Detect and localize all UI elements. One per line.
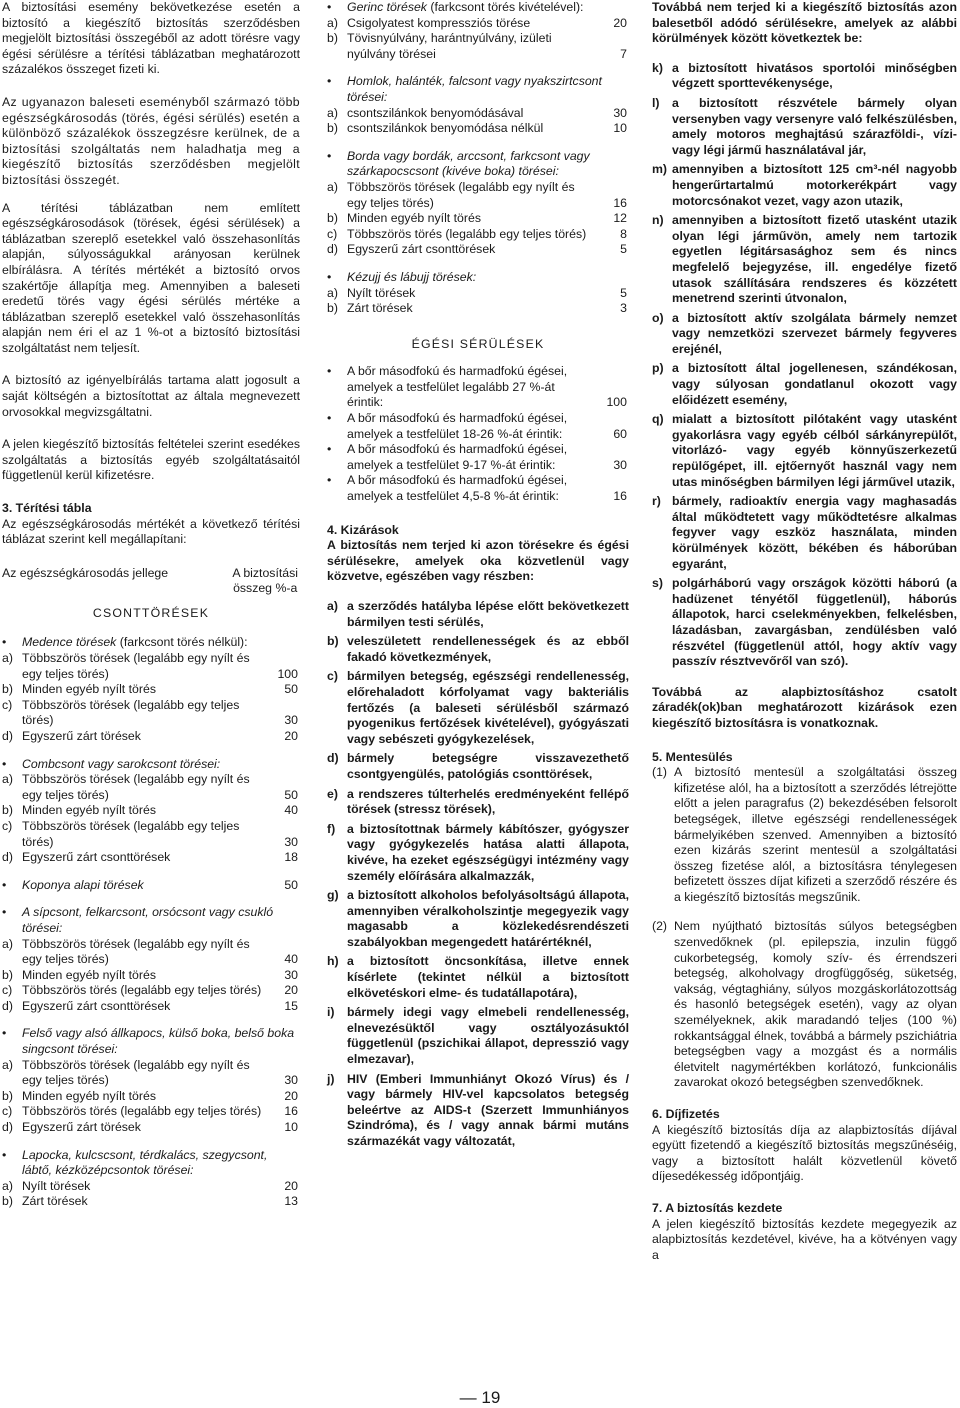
list-item: [327, 888, 629, 950]
group-spine: • Gerinc törések (farkcsont törés kivételével):: [327, 0, 629, 16]
row-text: Többszörös törések (legalább egy nyílt és egy teljes törés): [22, 1057, 250, 1088]
list-item: [652, 162, 957, 209]
row-value: 16: [284, 1104, 298, 1119]
list-item-label: n): [652, 213, 664, 228]
section-5-items: [652, 765, 957, 1091]
table-row: [2, 937, 300, 968]
table-row: [327, 31, 629, 62]
list-item-text: bármely idegi vagy elmebeli rendellenesség, elnevezésüktől vagy osztályozásuktól függetlenül (pszichikai állapot, depresszió vagy elmezavar),: [347, 1005, 629, 1067]
burn-value: 30: [613, 457, 627, 472]
section-7-title: 7. A biztosítás kezdete: [652, 1200, 783, 1215]
list-item-text: a biztosított aktív szolgálata bármely nemzet vagy nemzetközi szervezet bármely fegyveres erejénél,: [672, 310, 957, 356]
group-femur-rows: [2, 772, 300, 866]
row-letter: b): [327, 31, 338, 46]
list-item-label: s): [652, 576, 663, 591]
list-item-label: (1): [652, 765, 668, 780]
row-text: Többszörös törés (legalább egy teljes törés): [347, 226, 587, 241]
row-text: csontszilánkok benyomódásával: [347, 105, 524, 120]
row-value: 30: [284, 713, 298, 728]
row-letter: b): [2, 803, 13, 818]
list-item-label: g): [327, 888, 339, 903]
group-ribs-rows: [327, 180, 629, 258]
exclusions-list-a-j: [327, 599, 629, 1150]
row-text: Nyílt törések: [22, 1178, 91, 1193]
group-spine-rows: [327, 16, 629, 63]
table-row: [2, 1120, 300, 1136]
row-text: Zárt törések: [22, 1194, 88, 1209]
further-exclusions-intro: Továbbá nem terjed ki a kiegészítő biztosítás azon balesetből adódó sérülésekre, amelyek az alábbi körülmények között következtek be:: [652, 0, 957, 46]
unlisted-injuries-paragraph: A térítési táblázatban nem említett egészségkárosodások (törések, égési sérülések) a táblázatban szereplő esetekkel való összehasonlítás alapján, súlyosságukkal arányosan kerülnek elbírálásra. A térítés mértékét a biztosító orvos szakértője állapítja meg. Amennyiben a baleseti eredetű törés vagy égési sérülés mértéke a táblázatban szereplő esetekkel való összehasonlítás alapján nem éri el az 1 %-ot a biztosító biztosítási szolgáltatást nem teljesít.: [2, 200, 300, 355]
list-item-text: a biztosított öncsonkítása, illetve ennek kísérlete (tekintet nélkül a biztosított elkövetéskori elme- és tudatállapotára),: [347, 954, 629, 1000]
row-text: Egyszerű zárt törések: [22, 728, 141, 743]
row-text: Egyszerű zárt csonttörések: [22, 850, 171, 865]
row-value: 10: [284, 1120, 298, 1135]
table-row: [327, 121, 629, 137]
row-value: 20: [613, 15, 627, 30]
row-letter: a): [2, 651, 13, 665]
row-value: 10: [613, 121, 627, 136]
row-letter: b): [2, 1194, 13, 1209]
burn-row: [327, 411, 629, 442]
row-letter: a): [2, 1178, 13, 1193]
table-row: [327, 211, 629, 227]
row-value: 30: [284, 834, 298, 849]
list-item: [652, 311, 957, 358]
row-value: 50: [284, 787, 298, 802]
row-letter: c): [2, 1104, 13, 1119]
group-jaw-rows: [2, 1058, 300, 1136]
row-text: Többszörös törések (legalább egy nyílt és egy teljes törés): [347, 179, 575, 210]
table-row: [2, 999, 300, 1015]
section-7-text: A jelen kiegészítő biztosítás kezdete megegyezik az alapbiztosítás kezdetével, kivéve, ha a kötvényen vagy a: [652, 1216, 957, 1262]
row-value: 16: [613, 195, 627, 210]
list-item-label: a): [327, 599, 338, 613]
table-row: [327, 106, 629, 122]
section-4-title: 4. Kizárások: [327, 522, 399, 537]
list-item-text: HIV (Emberi Immunhiányt Okozó Vírus) és / vagy bármely HIV-vel kapcsolatos betegség beleértve az AIDS-t (Szerzett Immunhiányos Szindróma), és / vagy annak bármi mutáns származékát vagy változatát,: [347, 1071, 629, 1148]
list-item-text: bármely betegségre visszavezethető csontgyengülés, patológiás csonttörések,: [347, 751, 629, 781]
row-text: Egyszerű zárt törések: [22, 1120, 141, 1135]
list-item-text: amennyiben a biztosított fizető utasként utazik olyan légi járművön, amely nem tartozik egyetlen légitársasághoz sem és nincs megfelelő bejegyzése, ill. engedélye fizető utasok szállítására rendszeres és közzétett menetrend szerinti útvonalon,: [672, 213, 957, 306]
table-row: [2, 1089, 300, 1105]
burn-text: A bőr másodfokú és harmadfokú égései, amelyek a testfelület 9-17 %-át érintik:: [347, 442, 568, 472]
row-letter: c): [327, 226, 338, 241]
row-letter: a): [2, 772, 13, 787]
table-row: [2, 1104, 300, 1120]
burn-value: 60: [613, 426, 627, 441]
row-value: 12: [613, 211, 627, 226]
list-item-text: a biztosított hivatásos sportolói minőségben végzett sporttevékenysége,: [672, 60, 957, 91]
group-fingers: • Kézujj és lábujj törések:: [327, 270, 629, 286]
list-item-text: A biztosító mentesül a szolgáltatási összeg kifizetése alól, ha a biztosított a szerződés létrejötte előtt a jelen paragrafus (2) bekezdésében felsorolt betegségek, illetve egészségi rendellenességek bármelyikében szenved. Amennyiben a biztosító ezen kizárás szerint mentesül a szolgáltatási összeg fizetése alól, a biztosításra ténylegesen befizetett összes díjat kifizeti a szerződő részére és a kiegészítő biztosítás megszűnik.: [674, 765, 957, 904]
table-row: [2, 803, 300, 819]
row-letter: b): [2, 1088, 13, 1103]
row-value: 30: [284, 1073, 298, 1088]
row-letter: d): [2, 1120, 13, 1135]
group-skull-base: • Koponya alapi törések 50: [2, 878, 300, 894]
row-letter: d): [2, 998, 13, 1013]
list-item-text: bármilyen betegség, egészségi rendellenesség, előrehaladott kórfolyamat vagy bakteriális fertőzés (a baleseti sérülésből származó pyogenikus fertőzések kivételével), gyógyászati vagy sebészeti gyógykezelések,: [347, 669, 629, 746]
burns-heading: ÉGÉSI SÉRÜLÉSEK: [411, 336, 545, 351]
list-item-text: amennyiben a biztosított 125 cm³-nél nagyobb hengerűrtartalmú motorkerékpárt vagy motorcsónakot vezet, vagy azon utazik,: [672, 162, 957, 208]
list-item-text: bármely, radioaktív energia vagy maghasadás által működtetett vagy működtetésre alkalmas fegyver vagy eszköz használata, minden körülmények között, békében és háborúban egyaránt,: [672, 494, 957, 571]
list-item: [327, 822, 629, 884]
table-row: [2, 682, 300, 698]
list-item-text: a biztosított részvétele bármely olyan versenyben vagy versenyre való felkészülésben, amely motoros meghajtású szárazföldi-, vízi- vagy légi jármű használatával jár,: [672, 95, 957, 157]
table-row: [327, 301, 629, 317]
list-item-label: h): [327, 954, 339, 969]
column-left: [2, 0, 300, 1210]
table-row: [2, 1058, 300, 1089]
list-item: [652, 494, 957, 572]
section-4-text: A biztosítás nem terjed ki azon törésekre és égési sérülésekre, amelyek oka közvetlenül vagy közvetve, egészében vagy részben:: [327, 538, 629, 584]
list-item-text: a rendszeres túlterhelés eredményeként fellépő törések (stressz törések),: [347, 786, 629, 817]
list-item-label: i): [327, 1005, 335, 1020]
group-skull-base-value: 50: [284, 877, 298, 892]
list-item-label: m): [652, 162, 668, 177]
row-letter: b): [327, 301, 338, 316]
group-femur: • Combcsont vagy sarokcsont törései:: [2, 757, 300, 773]
row-text: Minden egyéb nyílt törés: [22, 682, 156, 697]
row-letter: a): [2, 1057, 13, 1072]
burn-text: A bőr másodfokú és harmadfokú égései, amelyek a testfelület 4,5-8 %-át érintik:: [347, 473, 568, 504]
list-item-label: r): [652, 494, 661, 509]
group-jaw: • Felső vagy alsó állkapocs, külső boka, belső boka singcsont törései:: [2, 1026, 300, 1057]
list-item-label: (2): [652, 919, 668, 934]
intro-paragraph: A biztosítási esemény bekövetkezése esetén a biztosító a kiegészítő biztosítás szerződésben megjelölt biztosítási összegéből az adott törésre vagy égési sérülésre a térítési táblázatban meghatározott százalékos összeget fizeti ki.: [2, 0, 300, 77]
list-item: [327, 954, 629, 1001]
fractures-heading: CSONTTÖRÉSEK: [92, 605, 210, 620]
column-right: [652, 0, 957, 1263]
list-item-label: o): [652, 310, 664, 325]
group-pelvis-rows: [2, 651, 300, 745]
table-row: [327, 286, 629, 302]
list-item-label: b): [327, 634, 339, 649]
row-text: Többszörös törések (legalább egy nyílt és egy teljes törés): [22, 772, 250, 802]
row-text: Nyílt törések: [347, 285, 416, 300]
list-item-text: a biztosítottnak bármely kábítószer, gyógyszer vagy gyógykezelés hatása alatti állapota, kivéve, ha ezeket egészségügyi intézmény vagy személy előírására alkalmazzák,: [347, 821, 629, 883]
burn-value: 100: [606, 395, 627, 410]
row-value: 15: [284, 998, 298, 1013]
row-value: 40: [284, 803, 298, 818]
row-text: Többszörös törések (legalább egy teljes törés): [22, 697, 240, 728]
row-letter: d): [327, 242, 338, 257]
list-item-text: Nem nyújtható biztosítás súlyos betegségben szenvedőknek (pl. epilepszia, inzulin függő cukorbetegség, komoly szív- és érrendszeri betegség, alkoholvagy drogfüggőség, süketség, vakság, végtaghiány, súlyos mozgáskorlátozottság és hasonló betegségek esetén), vagy az olyan személyeknek, akik maradandó teljes (100 %) rokkantsággal élnek, továbbá a bármely pszichiátria betegségben vagy a mozgást és a normális életvitelt nagymértékben korlátozó, funkcionális zavarokat okozó betegségben szenvedőknek.: [674, 919, 957, 1090]
row-value: 5: [620, 242, 627, 257]
row-value: 30: [284, 967, 298, 982]
burn-text: A bőr másodfokú és harmadfokú égései, amelyek a testfelület legalább 27 %-át érintik:: [347, 364, 568, 410]
row-text: Többszörös törés (legalább egy teljes törés): [22, 983, 262, 998]
list-item-text: a biztosított alkoholos befolyásoltságú állapota, amennyiben véralkoholszintje megegyezik vagy magasabb a közlekedésrendészeti szabályokban megengedett határértéknél,: [347, 888, 629, 949]
list-item: [327, 1072, 629, 1150]
rider-exclusions-paragraph: Továbbá az alapbiztosításhoz csatolt záradék(ok)ban meghatározott kizárások ezen kiegészítő biztosításra is vonatkoznak.: [652, 684, 957, 730]
section-6-title: 6. Díjfizetés: [652, 1107, 720, 1121]
burn-row: [327, 442, 629, 473]
row-value: 20: [284, 1178, 298, 1193]
column-middle: [327, 0, 629, 1150]
table-row: [327, 180, 629, 211]
list-item: [652, 919, 957, 1091]
row-text: Egyszerű zárt csonttörések: [22, 998, 171, 1013]
row-letter: a): [327, 285, 338, 300]
row-text: Többszörös törés (legalább egy teljes törés): [22, 1104, 262, 1119]
row-text: csontszilánkok benyomódása nélkül: [347, 121, 544, 136]
list-item-text: polgárháború vagy országok közötti háború (a hadüzenet tényétől függetlenül), háborús állapotok, harci cselekményekben, felkelésben, lázadásban, zavargásban, zendülésben való részvétel (függetlenül attól, hogy aktív vagy passzív résztvevőről van szó).: [672, 576, 957, 669]
list-item-label: f): [327, 821, 336, 836]
examination-paragraph: A biztosító az igényelbírálás tartama alatt jogosult a saját költségén a biztosítottat az általa megnevezett orvosokkal megvizsgáltatni.: [2, 373, 300, 419]
row-letter: a): [327, 179, 338, 194]
list-item-label: d): [327, 751, 339, 766]
row-text: Többszörös törések (legalább egy nyílt és egy teljes törés): [22, 651, 250, 681]
row-text: Többszörös törések (legalább egy nyílt és egy teljes törés): [22, 936, 250, 967]
row-text: Csigolyatest kompressziós törése: [347, 15, 531, 30]
row-letter: a): [327, 105, 338, 120]
list-item: [652, 96, 957, 158]
list-item-label: c): [327, 669, 338, 684]
row-text: Tövisnyúlvány, harántnyúlvány, izületi nyúlvány törései: [347, 31, 552, 61]
row-letter: b): [327, 211, 338, 226]
row-value: 100: [277, 666, 298, 681]
list-item: [327, 1005, 629, 1067]
row-value: 20: [284, 1088, 298, 1103]
row-value: 18: [284, 850, 298, 865]
row-text: Többszörös törések (legalább egy teljes törés): [22, 818, 240, 849]
bullet-icon: •: [327, 411, 332, 426]
list-item: [327, 599, 629, 630]
table-row: [327, 242, 629, 258]
group-tibia-rows: [2, 937, 300, 1015]
section-6-text: A kiegészítő biztosítás díja az alapbiztosítás díjával együtt fizetendő a kiegészítő biztosítás megszűnéséig, vagy a biztosított halált közvetlenül követő díjesedékesség időpontjáig.: [652, 1122, 957, 1184]
list-item: [652, 61, 957, 92]
table-row: [2, 819, 300, 850]
group-fingers-rows: [327, 286, 629, 317]
row-text: Minden egyéb nyílt törés: [347, 211, 481, 226]
row-text: Minden egyéb nyílt törés: [22, 1088, 156, 1103]
group-pelvis: • Medence törések (farkcsont törés nélkül):: [2, 635, 300, 651]
row-value: 40: [284, 952, 298, 967]
list-item-label: j): [327, 1071, 335, 1086]
row-letter: b): [2, 682, 13, 697]
list-item: [652, 361, 957, 408]
list-item-label: k): [652, 60, 663, 75]
section-5-title: 5. Mentesülés: [652, 749, 733, 764]
list-item-label: p): [652, 361, 664, 376]
row-text: Zárt törések: [347, 301, 413, 316]
section-3-text: Az egészségkárosodás mértékét a következő térítési táblázat szerint kell megállapítani:: [2, 516, 300, 547]
table-row: [2, 1179, 300, 1195]
group-tibia: • A sípcsont, felkarcsont, orsócsont vagy csukló törései:: [2, 905, 300, 936]
list-item-text: veleszületett rendellenességek és az ebből fakadó következmények,: [347, 634, 629, 664]
row-value: 20: [284, 983, 298, 998]
table-header-right-1: A biztosítási: [232, 565, 298, 580]
page-number: — 19: [459, 1388, 501, 1407]
list-item: [652, 213, 957, 307]
exclusions-list-k-s: [652, 61, 957, 670]
group-scapula: • Lapocka, kulcscsont, térdkalács, szegycsont, lábtő, kézközépcsontok törései:: [2, 1148, 300, 1179]
row-value: 50: [284, 682, 298, 697]
row-letter: d): [2, 728, 13, 743]
list-item-text: mialatt a biztosított pilótaként vagy utasként gyakorlásra vagy egyéb célból sárkányrepülőt, vitorlázó- vagy egyéb könnyűszerkezetű repülőgépet, ill. ejtőernyőt használ vagy nem utas minőségben bármilyen légi járművel utazik,: [672, 412, 957, 489]
independent-payment-paragraph: A jelen kiegészítő biztosítás feltételei szerint esedékes szolgáltatás a biztosítás egyéb szolgáltatásaitól függetlenül kerül kifizetésre.: [2, 437, 300, 483]
group-skull-rows: [327, 106, 629, 137]
bullet-icon: •: [327, 442, 332, 457]
table-header-right-2: összeg %-a: [233, 581, 298, 596]
table-row: [2, 850, 300, 866]
list-item: [652, 412, 957, 490]
burn-text: A bőr másodfokú és harmadfokú égései, amelyek a testfelület 18-26 %-át érintik:: [347, 411, 568, 441]
row-value: 30: [613, 105, 627, 120]
row-text: Minden egyéb nyílt törés: [22, 967, 156, 982]
bullet-icon: •: [327, 364, 332, 379]
table-row: [2, 983, 300, 999]
row-letter: a): [327, 15, 338, 30]
section-3-title: 3. Térítési tábla: [2, 501, 92, 516]
group-scapula-rows: [2, 1179, 300, 1210]
burn-row: [327, 364, 629, 411]
list-item: [327, 751, 629, 782]
table-row: [2, 968, 300, 984]
table-row: [327, 16, 629, 32]
row-text: Minden egyéb nyílt törés: [22, 803, 156, 818]
burns-rows: [327, 364, 629, 504]
table-row: [2, 1194, 300, 1210]
burn-row: [327, 473, 629, 504]
row-value: 5: [620, 285, 627, 300]
row-text: Egyszerű zárt csonttörések: [347, 242, 496, 257]
list-item-text: a szerződés hatályba lépése előtt bekövetkezett bármilyen testi sérülés,: [347, 599, 629, 629]
row-value: 8: [620, 226, 627, 241]
row-letter: b): [2, 967, 13, 982]
row-letter: b): [327, 121, 338, 136]
row-letter: c): [2, 983, 13, 998]
bullet-icon: •: [327, 473, 332, 488]
table-row: [2, 772, 300, 803]
row-value: 3: [620, 301, 627, 316]
list-item: [327, 787, 629, 818]
group-ribs: • Borda vagy bordák, arccsont, farkcsont vagy szárkapocscsont (kivéve boka) törései:: [327, 149, 629, 180]
table-row: [2, 729, 300, 745]
list-item-label: l): [652, 95, 660, 110]
row-letter: d): [2, 850, 13, 865]
table-header-left: Az egészségkárosodás jellege: [2, 565, 169, 580]
row-letter: c): [2, 818, 13, 833]
row-letter: c): [2, 697, 13, 712]
list-item-text: a biztosított által jogellenesen, szándékosan, vagy súlyosan gondatlanul okozott vagy előidézett esemény,: [672, 361, 957, 407]
group-skull: • Homlok, halánték, falcsont vagy nyakszirtcsont törései:: [327, 74, 629, 105]
multiple-injuries-paragraph: Az ugyanazon baleseti eseményből származó több egészségkárosodás (törés, égési sérülés) esetén a különböző százalékok összegzésre kerülnek, de a biztosítási szolgáltatás nem haladhatja meg a kiegészítő biztosítás szerződésben megjelölt biztosítási összegét.: [2, 94, 300, 187]
table-row: [327, 227, 629, 243]
row-letter: a): [2, 936, 13, 951]
burn-value: 16: [613, 489, 627, 504]
table-row: [2, 651, 300, 682]
table-header: [2, 566, 300, 600]
list-item-label: e): [327, 786, 338, 801]
list-item: [327, 669, 629, 747]
row-value: 7: [620, 46, 627, 61]
list-item-label: q): [652, 412, 664, 427]
list-item: [652, 765, 957, 905]
list-item: [327, 634, 629, 665]
list-item: [652, 576, 957, 670]
table-row: [2, 698, 300, 729]
row-value: 20: [284, 728, 298, 743]
row-value: 13: [284, 1194, 298, 1209]
